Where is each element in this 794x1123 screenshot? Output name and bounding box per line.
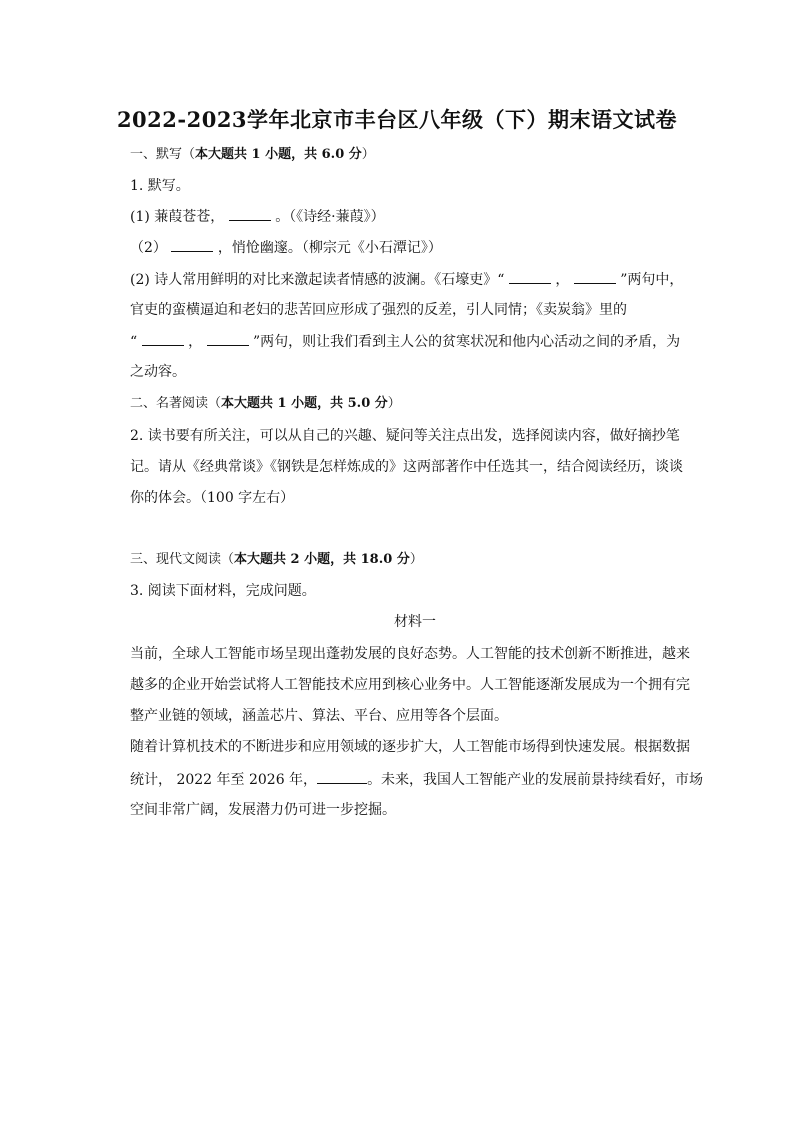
q1-line3-text-a: (2) 诗人常用鲜明的对比来激起读者情感的波澜。《石壕吏》“	[130, 272, 505, 288]
answer-blank[interactable]	[574, 269, 616, 284]
answer-blank[interactable]	[142, 331, 184, 346]
question-1-line-3	[130, 269, 700, 290]
question-1-stem: 1. 默写。	[130, 178, 190, 194]
section-3-suffix: ）	[409, 552, 423, 567]
answer-blank[interactable]	[171, 237, 213, 252]
section-heading-3	[130, 550, 700, 570]
answer-blank[interactable]	[509, 269, 551, 284]
page-title: 2022-2023学年北京市丰台区八年级（下）期末语文试卷	[116, 107, 678, 132]
answer-blank[interactable]	[317, 769, 367, 784]
para2-line2-text-b: 。未来，我国人工智能产业的发展前景持续看好，市场	[367, 772, 704, 788]
question-1-line-5	[130, 331, 700, 352]
material-para2-line3: 空间非常广阔，发展潜力仍可进一步挖掘。	[130, 802, 396, 818]
question-1-line-1	[130, 206, 700, 227]
material-para1-line2: 越多的企业开始尝试将人工智能技术应用到核心业务中。人工智能逐渐发展成为一个拥有完	[130, 677, 690, 693]
q1-line2-text-b: ，悄怆幽邃。（柳宗元《小石潭记》）	[217, 240, 442, 256]
section-2-prefix: 二、名著阅读（	[130, 396, 222, 411]
q1-line5-text-b: ，	[188, 334, 203, 350]
q1-line1-text-b: 。（《诗经·蒹葭》）	[275, 209, 385, 225]
question-1-line-2	[130, 237, 700, 258]
material-para1-line1: 当前，全球人工智能市场呈现出蓬勃发展的良好态势。人工智能的技术创新不断推进，越来	[130, 646, 690, 662]
question-1-line-4: 官吏的蛮横逼迫和老妇的悲苦回应形成了强烈的反差，引人同情；《卖炭翁》里的	[130, 302, 627, 318]
question-2-line-2: 记。请从《经典常谈》《钢铁是怎样炼成的》这两部著作中任选其一，结合阅读经历，谈谈	[130, 459, 683, 475]
q1-line3-text-c: ”两句中，	[620, 272, 684, 288]
question-2-line-3: 你的体会。（100 字左右）	[130, 490, 295, 506]
q1-line2-text-a: （2）	[130, 240, 167, 256]
section-1-prefix: 一、默写（	[130, 147, 196, 162]
q1-line5-text-c: ”两句，则让我们看到主人公的贫寒状况和他内心活动之间的矛盾，为	[252, 334, 681, 350]
section-1-info: 本大题共 1 小题，共 6.0 分	[195, 147, 362, 162]
question-1-line-6: 之动容。	[130, 364, 186, 380]
section-2-suffix: ）	[387, 396, 401, 411]
material-para2-line1: 随着计算机技术的不断进步和应用领域的逐步扩大，人工智能市场得到快速发展。根据数据	[130, 739, 690, 755]
question-3-stem: 3. 阅读下面材料，完成问题。	[130, 583, 316, 599]
section-3-info: 本大题共 2 小题，共 18.0 分	[234, 552, 410, 567]
answer-blank[interactable]	[229, 206, 271, 221]
answer-blank[interactable]	[207, 331, 249, 346]
q1-line3-text-b: ，	[555, 272, 570, 288]
q1-line5-text-a: “	[130, 334, 138, 350]
material-para2-line2	[130, 769, 704, 790]
question-2-line-1: 2. 读书要有所关注，可以从自己的兴趣、疑问等关注点出发，选择阅读内容，做好摘抄笔	[130, 428, 680, 444]
section-3-prefix: 三、现代文阅读（	[130, 552, 235, 567]
para2-line2-text-a: 统计， 2022 年至 2026 年，	[130, 772, 318, 788]
section-heading-2	[130, 394, 700, 414]
q1-line1-text-a: (1) 蒹葭苍苍，	[130, 209, 225, 225]
section-2-info: 本大题共 1 小题，共 5.0 分	[221, 396, 388, 411]
section-1-suffix: ）	[361, 147, 375, 162]
section-heading-1	[130, 145, 700, 165]
material-title: 材料一	[394, 614, 436, 630]
material-para1-line3: 整产业链的领域，涵盖芯片、算法、平台、应用等各个层面。	[130, 708, 508, 724]
